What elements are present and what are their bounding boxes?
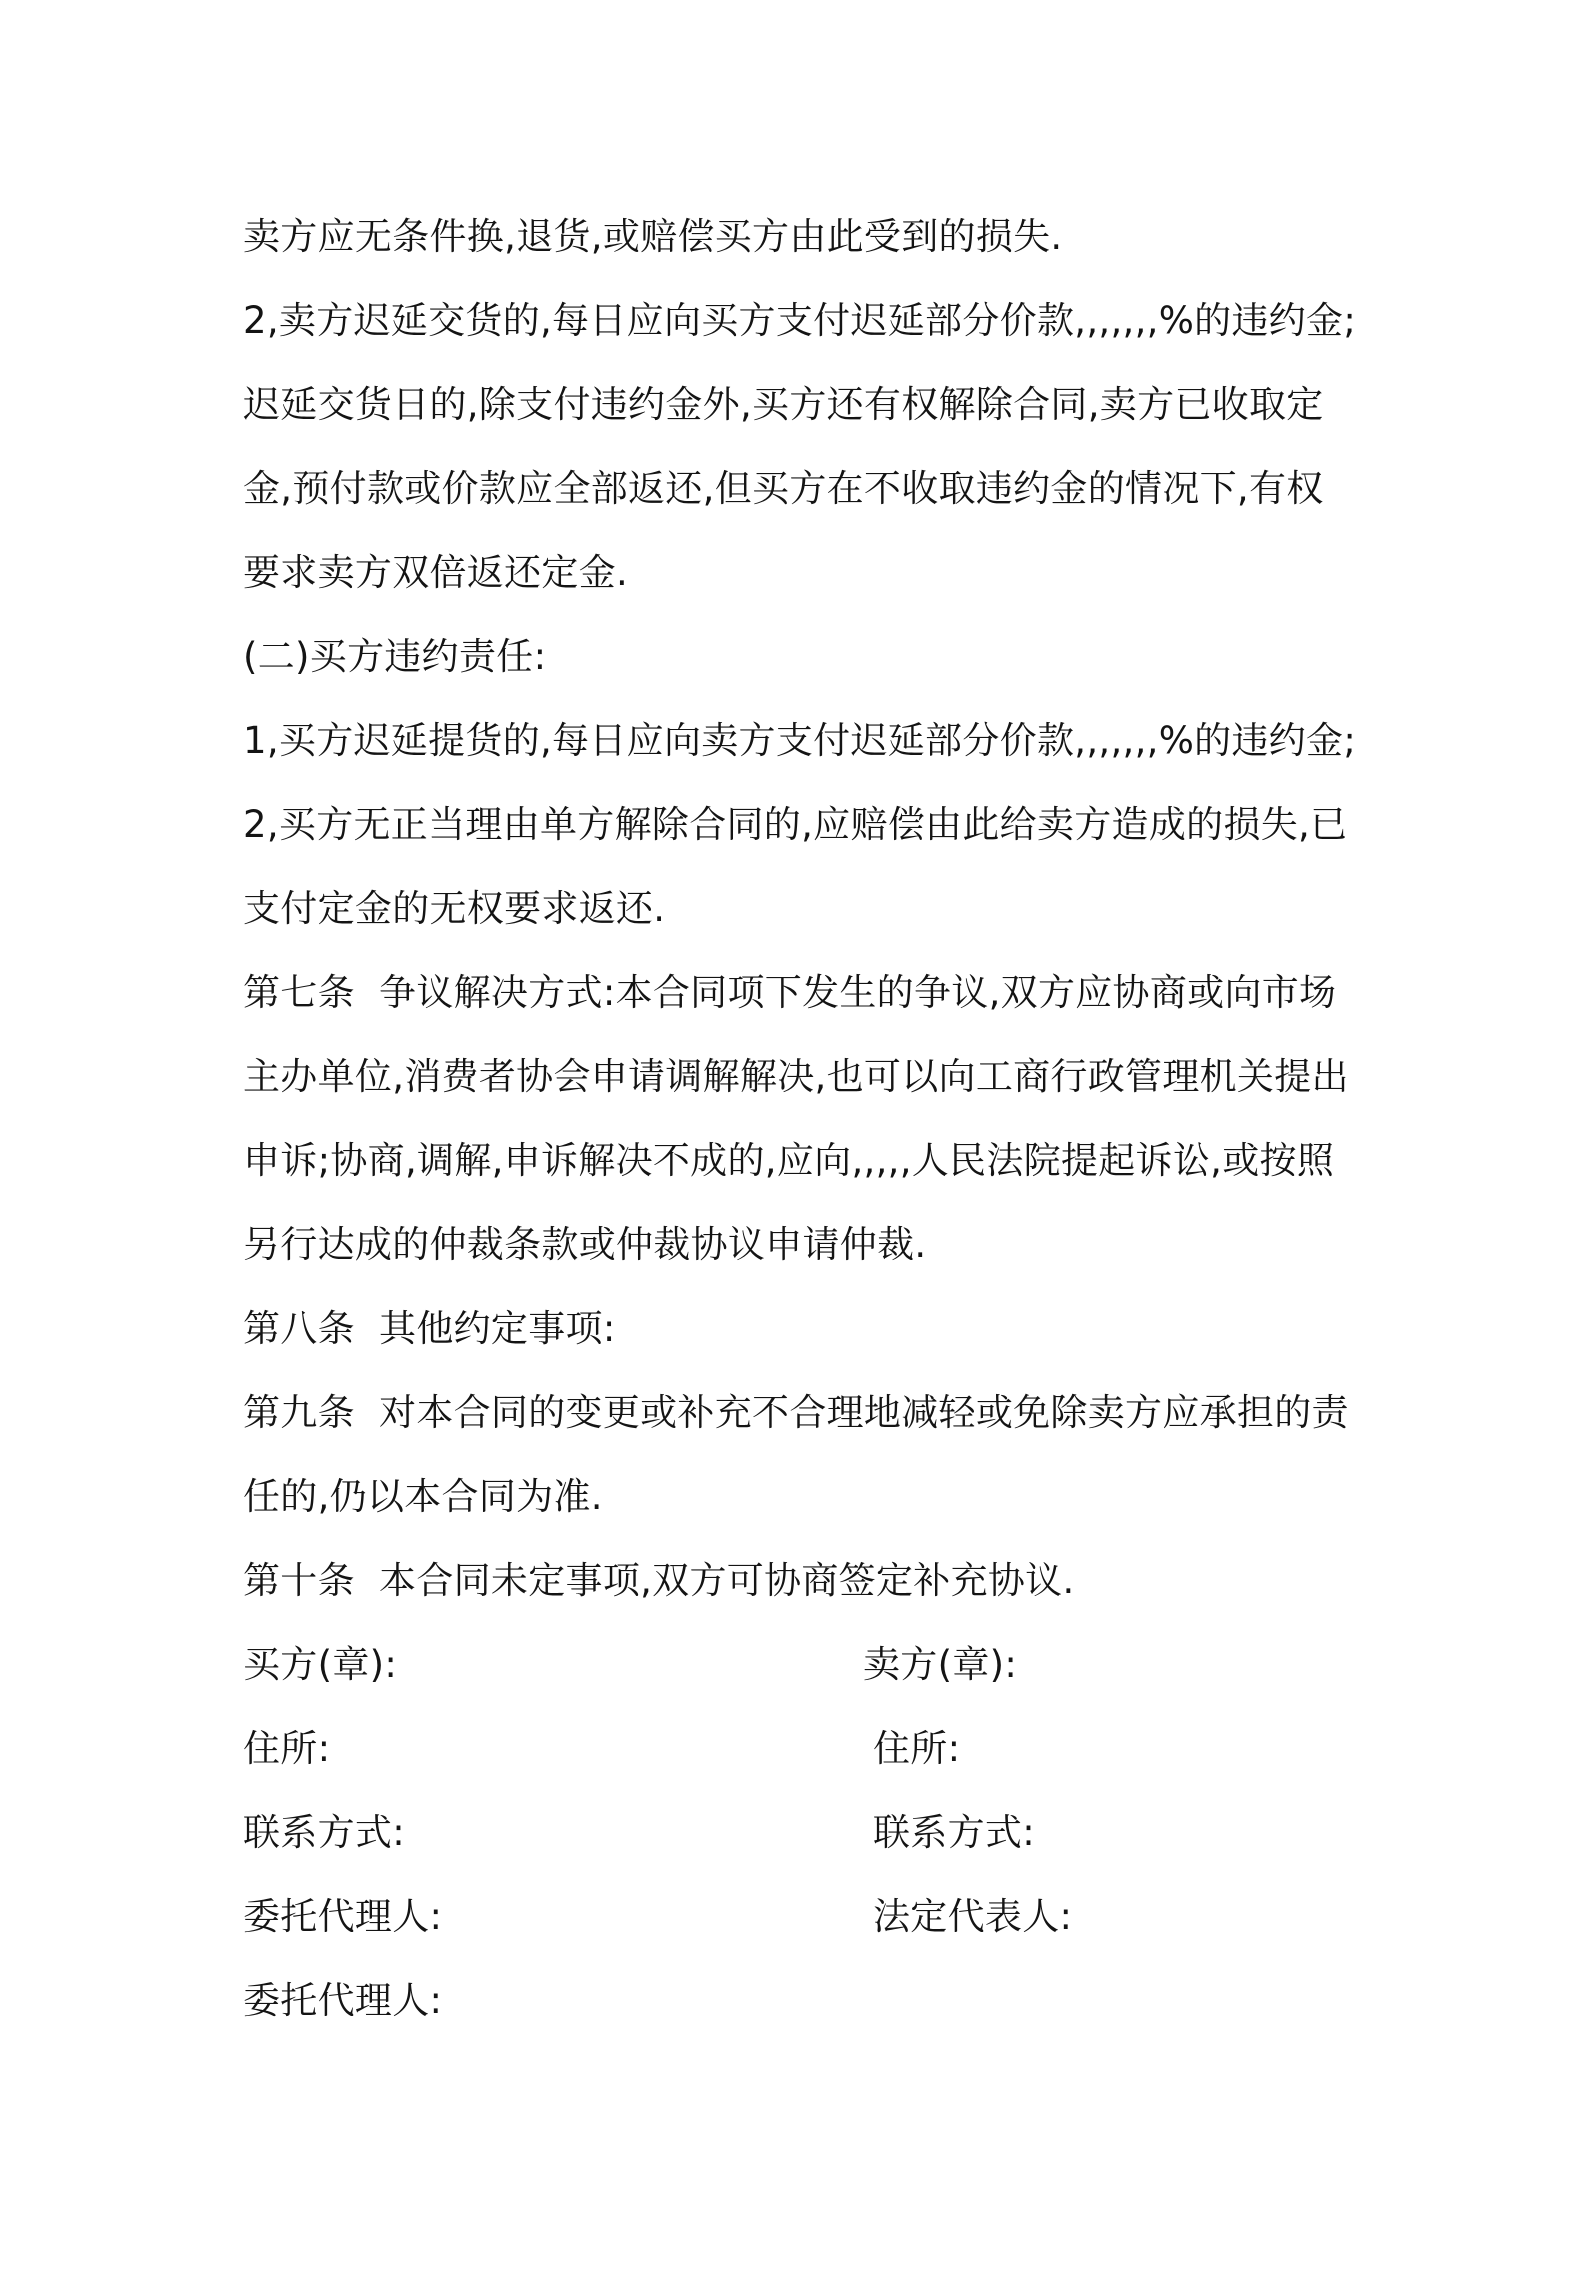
text-line: 1,买方迟延提货的,每日应向卖方支付迟延部分价款,,,,,,,%的违约金; [243,719,1357,762]
seller-legal-rep-label: 法定代表人: [873,1895,1073,1938]
signature-row [243,1791,1358,1875]
buyer-seal-label: 买方(章): [243,1643,398,1686]
seller-seal-label: 卖方(章): [863,1643,1018,1686]
text-line: 卖方应无条件换,退货,或赔偿买方由此受到的损失. [243,215,1063,258]
signature-row [243,1707,1358,1791]
section-heading: (二)买方违约责任: [243,635,547,678]
signature-block [243,1623,1358,2043]
seller-address-label: 住所: [873,1727,961,1770]
text-line: 任的,仍以本合同为准. [243,1475,603,1518]
signature-row [243,1875,1358,1959]
text-line: 2,卖方迟延交货的,每日应向买方支付迟延部分价款,,,,,,,%的违约金; [243,299,1357,342]
buyer-contact-label: 联系方式: [243,1811,405,1854]
text-line: 申诉;协商,调解,申诉解决不成的,应向,,,,,人民法院提起诉讼,或按照 [243,1139,1335,1182]
text-line: 金,预付款或价款应全部返还,但买方在不收取违约金的情况下,有权 [243,467,1324,510]
buyer-address-label: 住所: [243,1727,331,1770]
text-line: 另行达成的仲裁条款或仲裁协议申请仲裁. [243,1223,927,1266]
article-7-line: 第七条 争议解决方式:本合同项下发生的争议,双方应协商或向市场 [243,971,1337,1014]
buyer-agent-label: 委托代理人: [243,1895,443,1938]
text-line: 要求卖方双倍返还定金. [243,551,629,594]
text-line: 支付定金的无权要求返还. [243,887,666,930]
seller-agent-label: 委托代理人: [243,1979,443,2022]
text-line: 迟延交货日的,除支付违约金外,买方还有权解除合同,卖方已收取定 [243,383,1324,426]
signature-row [243,1623,1358,1707]
text-line: 主办单位,消费者协会申请调解解决,也可以向工商行政管理机关提出 [243,1055,1349,1098]
seller-contact-label: 联系方式: [873,1811,1035,1854]
article-8-line: 第八条 其他约定事项: [243,1307,616,1350]
signature-row [243,1959,1358,2043]
article-9-line: 第九条 对本合同的变更或补充不合理地减轻或免除卖方应承担的责 [243,1391,1349,1434]
text-line: 2,买方无正当理由单方解除合同的,应赔偿由此给卖方造成的损失,已 [243,803,1348,846]
document-page [243,195,1358,2043]
article-10-line: 第十条 本合同未定事项,双方可协商签定补充协议. [243,1559,1075,1602]
